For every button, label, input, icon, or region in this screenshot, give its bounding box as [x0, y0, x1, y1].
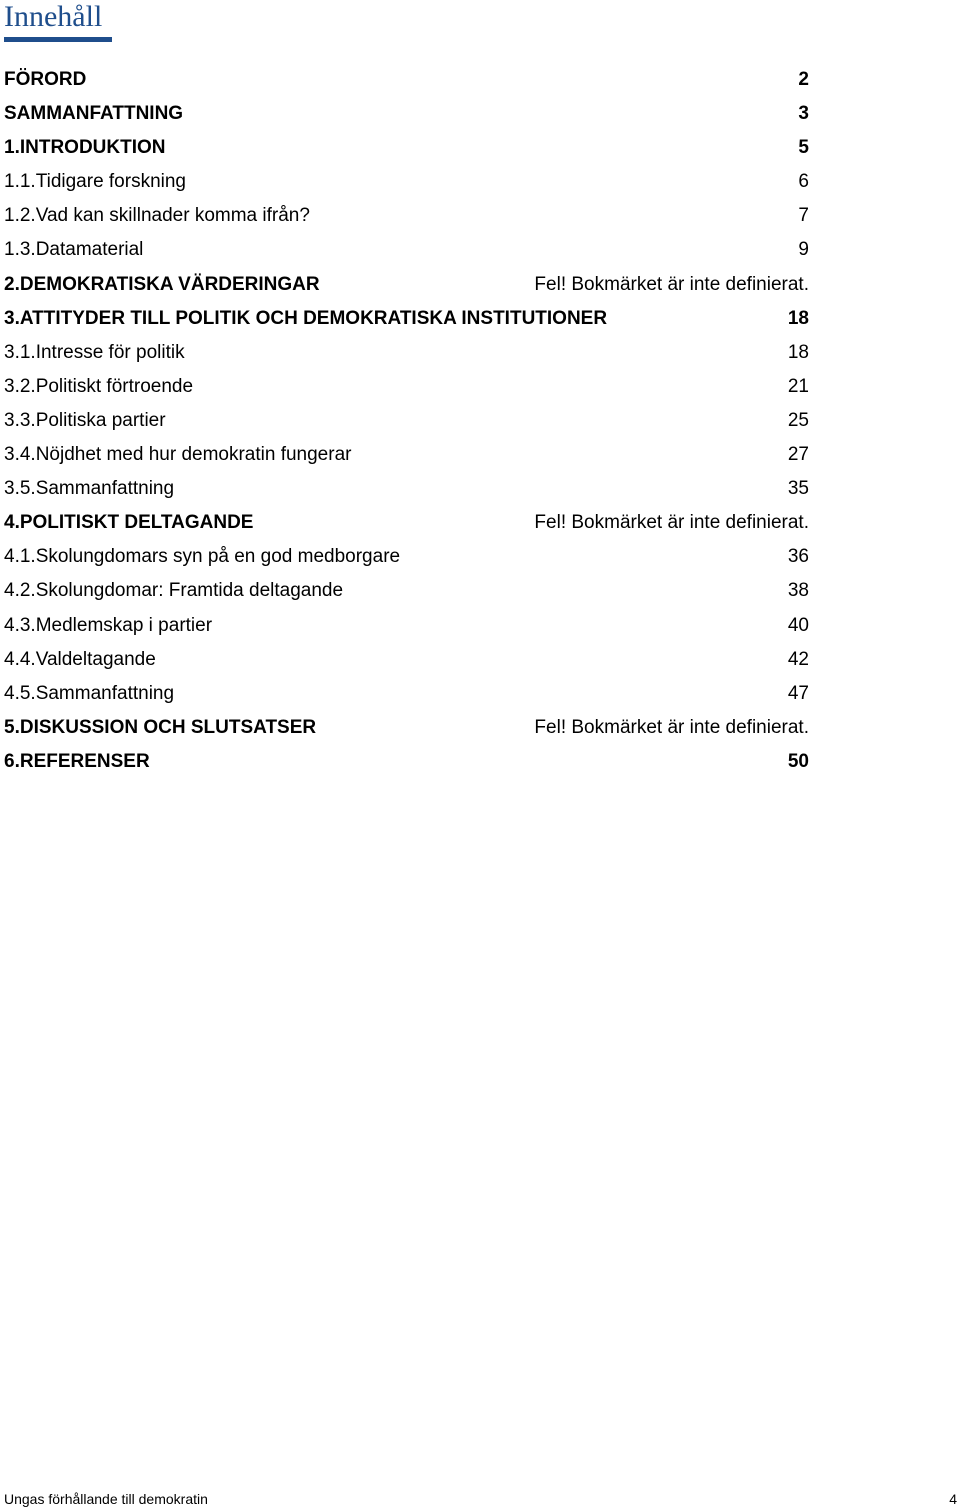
toc-entry-label: 1.1.Tidigare forskning — [4, 171, 187, 193]
toc-entry-page-number: 42 — [787, 648, 809, 670]
toc-entry-page-number: 18 — [787, 307, 809, 329]
toc-entry-page-number: 25 — [787, 409, 809, 431]
toc-entry-label: 6.REFERENSER — [4, 750, 150, 772]
table-of-contents — [4, 63, 809, 779]
toc-entry[interactable] — [4, 165, 809, 199]
toc-entry-page-number: 27 — [787, 444, 809, 466]
toc-entry-page-number: 3 — [798, 103, 809, 125]
toc-entry-label: 4.5.Sammanfattning — [4, 682, 175, 704]
toc-entry[interactable] — [4, 199, 809, 233]
toc-entry-label: 4.3.Medlemskap i partier — [4, 614, 213, 636]
toc-entry[interactable] — [4, 574, 809, 608]
toc-entry-label: 3.5.Sammanfattning — [4, 478, 175, 500]
toc-entry[interactable] — [4, 404, 809, 438]
toc-entry-label: 1.INTRODUKTION — [4, 137, 166, 159]
toc-entry[interactable] — [4, 131, 809, 165]
toc-entry-page-number: 9 — [798, 239, 809, 261]
toc-entry-label: FÖRORD — [4, 69, 87, 90]
heading-underline — [4, 37, 112, 42]
toc-entry-label: 1.2.Vad kan skillnader komma ifrån? — [4, 205, 310, 227]
toc-entry[interactable] — [4, 438, 809, 472]
toc-entry-label: 4.2.Skolungdomar: Framtida deltagande — [4, 580, 344, 602]
toc-entry-page-number: 21 — [787, 375, 809, 397]
toc-entry-label: 3.1.Intresse för politik — [4, 341, 185, 363]
toc-entry-page-number: 5 — [798, 137, 809, 159]
toc-entry-label: 1.3.Datamaterial — [4, 239, 144, 261]
toc-entry-page-number: 7 — [798, 205, 809, 227]
toc-entry[interactable] — [4, 643, 809, 677]
toc-entry-page-number: 40 — [787, 614, 809, 636]
toc-entry-error-text: Fel! Bokmärket är inte definierat. — [534, 716, 809, 738]
toc-entry-label: 4.POLITISKT DELTAGANDE — [4, 512, 254, 534]
toc-entry[interactable] — [4, 336, 809, 370]
toc-entry-page-number: 35 — [787, 478, 809, 500]
toc-entry-label: 3.3.Politiska partier — [4, 409, 166, 431]
toc-entry[interactable] — [4, 63, 809, 97]
toc-entry-page-number: 6 — [798, 171, 809, 193]
toc-entry[interactable] — [4, 711, 809, 745]
toc-entry[interactable] — [4, 302, 809, 336]
toc-entry[interactable] — [4, 233, 809, 267]
toc-entry[interactable] — [4, 97, 809, 131]
toc-entry-label: 4.4.Valdeltagande — [4, 648, 156, 670]
toc-entry-page-number: 47 — [787, 682, 809, 704]
page-title: Innehåll — [4, 0, 103, 33]
footer-page-number: 4 — [949, 1491, 957, 1507]
toc-entry-error-text: Fel! Bokmärket är inte definierat. — [534, 273, 809, 295]
toc-entry[interactable] — [4, 506, 809, 540]
footer-title: Ungas förhållande till demokratin — [4, 1491, 208, 1507]
toc-entry-page-number: 2 — [798, 69, 809, 90]
toc-entry[interactable] — [4, 677, 809, 711]
toc-entry-label: 4.1.Skolungdomars syn på en god medborgare — [4, 546, 401, 568]
toc-entry[interactable] — [4, 472, 809, 506]
toc-entry-label: 3.ATTITYDER TILL POLITIK OCH DEMOKRATISKA INSTITUTIONER — [4, 307, 608, 329]
toc-entry-page-number: 18 — [787, 341, 809, 363]
toc-entry[interactable] — [4, 745, 809, 779]
toc-entry-label: 3.2.Politiskt förtroende — [4, 375, 194, 397]
toc-entry-page-number: 50 — [787, 750, 809, 772]
toc-entry[interactable] — [4, 268, 809, 302]
toc-entry-page-number: 38 — [787, 580, 809, 602]
toc-entry-label: 3.4.Nöjdhet med hur demokratin fungerar — [4, 444, 352, 466]
toc-entry-label: 5.DISKUSSION OCH SLUTSATSER — [4, 716, 317, 738]
toc-entry[interactable] — [4, 370, 809, 404]
toc-entry[interactable] — [4, 540, 809, 574]
toc-entry[interactable] — [4, 609, 809, 643]
toc-entry-page-number: 36 — [787, 546, 809, 568]
toc-entry-error-text: Fel! Bokmärket är inte definierat. — [534, 512, 809, 534]
toc-entry-label: 2.DEMOKRATISKA VÄRDERINGAR — [4, 273, 320, 295]
toc-entry-label: SAMMANFATTNING — [4, 103, 184, 125]
